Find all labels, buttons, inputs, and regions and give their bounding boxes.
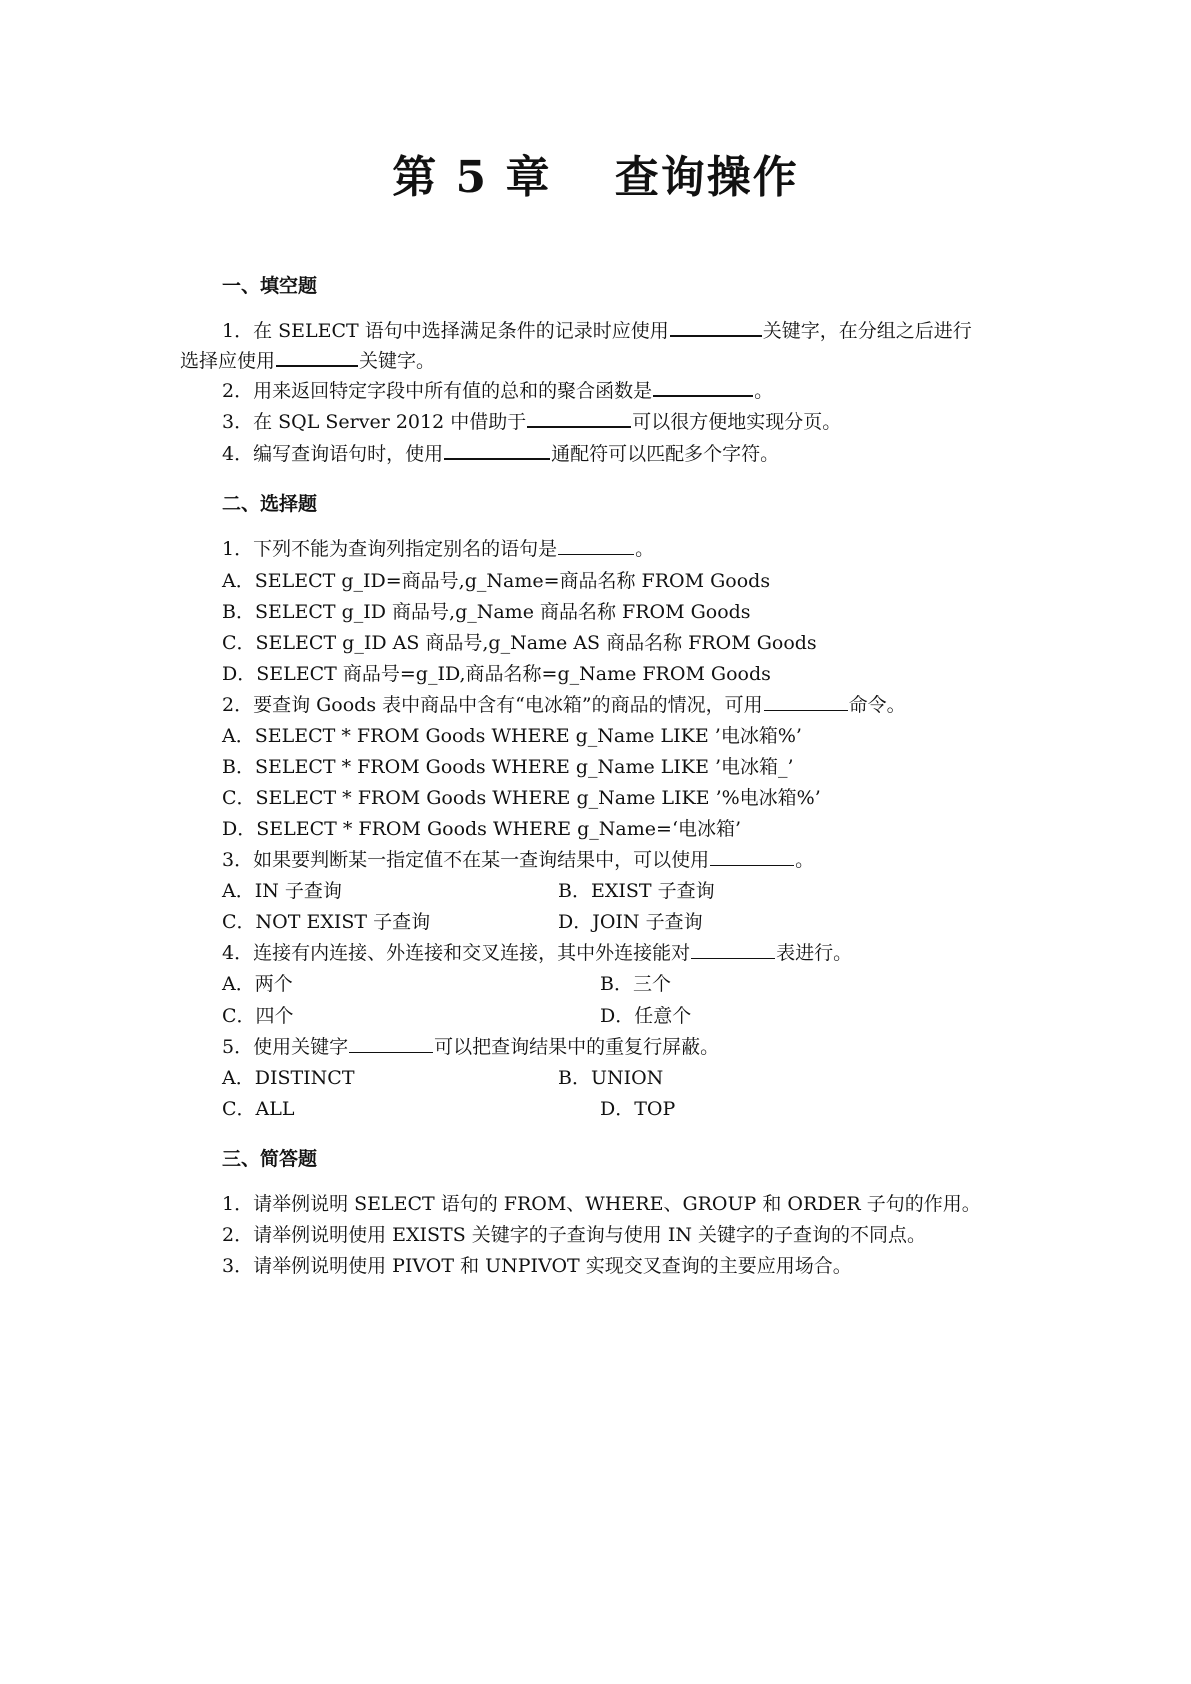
question-text: 1．在 SELECT 语句中选择满足条件的记录时应使用 <box>222 320 669 342</box>
choice-option: A．SELECT * FROM Goods WHERE g_Name LIKE ’电冰箱%’ <box>222 725 802 747</box>
choice-option: A．DISTINCT <box>222 1067 355 1089</box>
choice-option: C．SELECT g_ID AS 商品号,g_Name AS 商品名称 FROM Goods <box>222 632 817 654</box>
choice-option: B．UNION <box>558 1067 664 1089</box>
choice-question-5 <box>222 1033 719 1061</box>
question-text: 3．在 SQL Server 2012 中借助于 <box>222 411 527 433</box>
choice-option: C．四个 <box>222 1005 294 1027</box>
answer-blank <box>276 347 358 367</box>
question-text: 2．要查询 Goods 表中商品中含有“电冰箱”的商品的情况，可用 <box>222 694 763 716</box>
page-title: 第 5 章 查询操作 <box>392 152 799 203</box>
fill-question-1-continued <box>180 347 435 375</box>
choice-question-4 <box>222 939 852 967</box>
choice-option: C．NOT EXIST 子查询 <box>222 911 431 933</box>
question-text: 。 <box>795 849 815 871</box>
section-heading-fill-blank: 一、填空题 <box>222 275 318 297</box>
question-text: 通配符可以匹配多个字符。 <box>551 443 780 465</box>
answer-blank <box>691 940 775 959</box>
question-text: 关键字。 <box>359 350 436 372</box>
choice-option: A．两个 <box>222 973 293 995</box>
fill-question-1 <box>222 317 972 345</box>
choice-question-3 <box>222 846 814 874</box>
choice-option: B．SELECT * FROM Goods WHERE g_Name LIKE ’电冰箱_’ <box>222 756 794 778</box>
answer-blank <box>764 692 848 711</box>
choice-option: D．任意个 <box>600 1005 692 1027</box>
question-text: 可以把查询结果中的重复行屏蔽。 <box>434 1036 720 1058</box>
choice-option: A．IN 子查询 <box>222 880 342 902</box>
answer-blank <box>558 536 634 555</box>
question-text: 1．下列不能为查询列指定别名的语句是 <box>222 538 558 560</box>
question-text: 。 <box>754 380 774 402</box>
section-heading-short-answer: 三、简答题 <box>222 1148 318 1170</box>
question-text: 4．连接有内连接、外连接和交叉连接，其中外连接能对 <box>222 942 691 964</box>
question-text: 。 <box>635 538 655 560</box>
choice-option: D．TOP <box>600 1098 676 1120</box>
choice-question-1 <box>222 535 654 563</box>
choice-option: B．EXIST 子查询 <box>558 880 715 902</box>
answer-blank <box>710 847 794 866</box>
answer-blank <box>670 317 762 337</box>
choice-option: C．SELECT * FROM Goods WHERE g_Name LIKE ’%电冰箱%’ <box>222 787 821 809</box>
question-text: 选择应使用 <box>180 350 276 372</box>
question-text: 3．如果要判断某一指定值不在某一查询结果中，可以使用 <box>222 849 710 871</box>
answer-blank <box>527 408 631 428</box>
choice-option: B．三个 <box>600 973 671 995</box>
choice-option: B．SELECT g_ID 商品号,g_Name 商品名称 FROM Goods <box>222 601 751 623</box>
question-text: 关键字，在分组之后进行 <box>762 320 972 342</box>
question-text: 表进行。 <box>776 942 853 964</box>
question-text: 4．编写查询语句时，使用 <box>222 443 444 465</box>
short-answer-question-3: 3．请举例说明使用 PIVOT 和 UNPIVOT 实现交叉查询的主要应用场合。 <box>222 1255 852 1277</box>
fill-question-3 <box>222 408 841 436</box>
answer-blank <box>444 440 550 460</box>
short-answer-question-1: 1．请举例说明 SELECT 语句的 FROM、WHERE、GROUP 和 ORDER 子句的作用。 <box>222 1193 981 1215</box>
question-text: 5．使用关键字 <box>222 1036 349 1058</box>
question-text: 2．用来返回特定字段中所有值的总和的聚合函数是 <box>222 380 653 402</box>
fill-question-4 <box>222 440 779 468</box>
choice-question-2 <box>222 691 906 719</box>
answer-blank <box>349 1034 433 1053</box>
question-text: 命令。 <box>848 694 906 716</box>
choice-option: D．JOIN 子查询 <box>558 911 703 933</box>
short-answer-question-2: 2．请举例说明使用 EXISTS 关键字的子查询与使用 IN 关键字的子查询的不同点。 <box>222 1224 926 1246</box>
section-heading-multiple-choice: 二、选择题 <box>222 493 318 515</box>
choice-option: D．SELECT * FROM Goods WHERE g_Name=‘电冰箱’ <box>222 818 742 840</box>
fill-question-2 <box>222 377 773 405</box>
choice-option: C．ALL <box>222 1098 295 1120</box>
choice-option: D．SELECT 商品号=g_ID,商品名称=g_Name FROM Goods <box>222 663 771 685</box>
choice-option: A．SELECT g_ID=商品号,g_Name=商品名称 FROM Goods <box>222 570 771 592</box>
answer-blank <box>653 377 753 397</box>
question-text: 可以很方便地实现分页。 <box>632 411 842 433</box>
